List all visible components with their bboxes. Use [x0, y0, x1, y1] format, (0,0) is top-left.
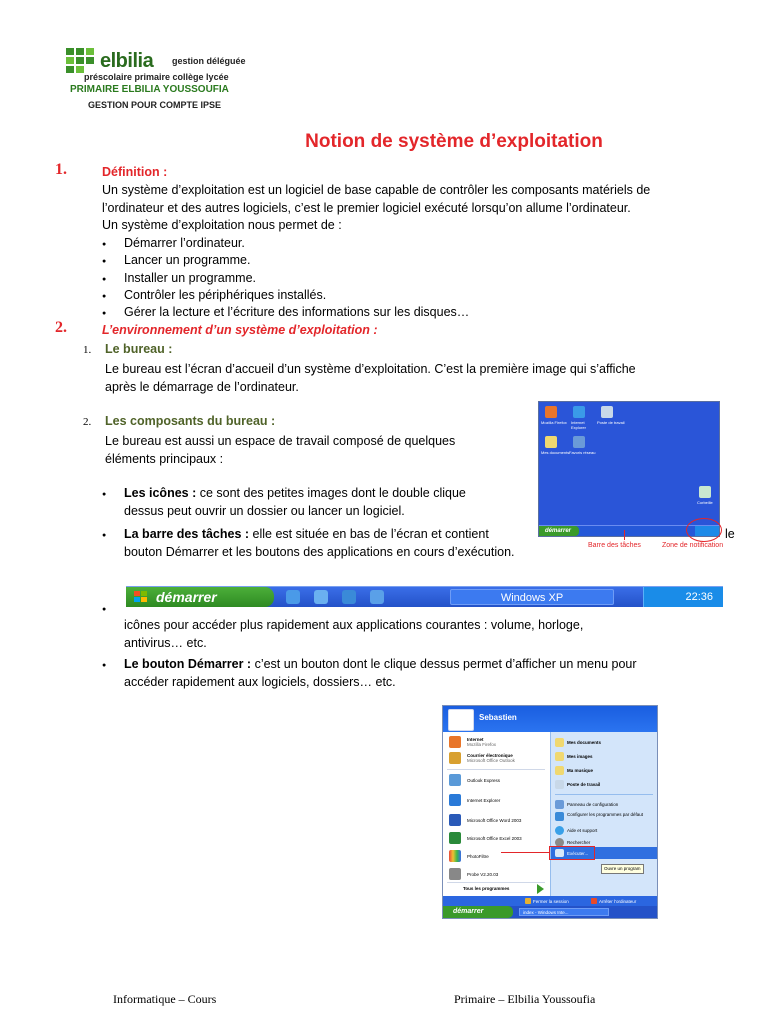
documents-folder-icon	[545, 436, 557, 448]
components-line-1: Le bureau est aussi un espace de travail composé de quelques	[105, 434, 456, 448]
start-menu-item: Configurer les programmes par défaut	[567, 812, 644, 817]
start-menu-username: Sebastien	[479, 713, 517, 722]
computer-icon	[601, 406, 613, 418]
taskbar-bullet-text: elle est située en bas de l’écran et contient	[249, 527, 489, 541]
internet-explorer-icon	[573, 406, 585, 418]
bullet-dot-icon: ●	[102, 606, 107, 613]
bullet-dot-icon: ●	[102, 491, 107, 498]
start-menu-item: Internet	[467, 737, 484, 742]
notification-highlight-circle	[686, 518, 722, 542]
internet-explorer-icon	[449, 794, 461, 806]
list-item: ● Contrôler les périphériques installés.	[102, 287, 702, 304]
annotation-notification-area: Zone de notification	[662, 542, 724, 549]
desktop-start-button: démarrer	[539, 526, 579, 536]
logo-tagline: gestion déléguée	[172, 56, 246, 66]
icons-bullet-term: Les icônes :	[124, 486, 197, 500]
divider	[555, 794, 653, 795]
excel-icon	[449, 832, 461, 844]
section-1-number: 1.	[55, 161, 67, 178]
subsection-1-number: 1.	[83, 344, 92, 356]
list-item: ● Installer un programme.	[102, 270, 702, 287]
taskbar-screenshot	[126, 586, 723, 607]
start-menu-header	[443, 706, 657, 732]
taskbar-start-label: démarrer	[156, 589, 217, 605]
desktop-screenshot	[538, 401, 720, 537]
mail-icon	[449, 752, 461, 764]
section-1-text	[102, 182, 742, 235]
section-1-heading: Définition :	[102, 165, 168, 179]
folder-icon	[555, 752, 564, 761]
start-menu-item: PhotoFiltre	[467, 854, 489, 859]
logoff-icon	[525, 898, 531, 904]
start-menu-left-pane	[443, 732, 550, 896]
start-menu-screenshot	[442, 705, 658, 919]
notification-bullet-line-2: icônes pour accéder plus rapidement aux applications courantes : volume, horloge,	[124, 618, 584, 632]
start-menu-item: Probe V2.20.03	[467, 872, 499, 877]
taskbar-window-button: Windows XP	[450, 589, 614, 605]
start-menu-item: Courrier électronique	[467, 753, 513, 758]
start-menu-item: Poste de travail	[567, 782, 601, 787]
computer-icon	[555, 780, 564, 789]
shutdown-icon	[591, 898, 597, 904]
divider	[447, 882, 545, 883]
start-bullet-term: Le bouton Démarrer :	[124, 657, 252, 671]
list-item: ● Démarrer l’ordinateur.	[102, 235, 702, 252]
firefox-icon	[449, 736, 461, 748]
start-menu-item: Microsoft Office Excel 2003	[467, 836, 522, 841]
start-menu-item: Microsoft Office Word 2003	[467, 818, 522, 823]
arrow-right-icon	[537, 884, 544, 894]
quick-launch-media-icon	[342, 590, 356, 604]
start-bullet-text: c’est un bouton dont le clique dessus permet d’afficher un menu pour	[251, 657, 637, 671]
section-1-bullet-list	[102, 235, 702, 321]
start-menu-task-button: index - Windows Inte...	[519, 908, 609, 916]
folder-icon	[555, 766, 564, 775]
start-menu-footer	[443, 896, 657, 906]
recycle-bin-icon	[699, 486, 711, 498]
start-menu-subitem: Microsoft Office Outlook	[467, 758, 515, 763]
run-highlight-box	[549, 846, 595, 860]
bullet-dot-icon: ●	[102, 532, 107, 539]
logo-levels: préscolaire primaire collège lycée	[84, 72, 229, 82]
footer-right: Primaire – Elbilia Youssoufia	[454, 992, 596, 1006]
probe-icon	[449, 868, 461, 880]
footer-left: Informatique – Cours	[113, 992, 217, 1006]
definition-line-2: l’ordinateur et des autres logiciels, c’est le premier logiciel exécuté lorsqu’on allume l’ordinateur.	[102, 200, 631, 215]
annotation-taskbar: Barre des tâches	[588, 542, 641, 549]
taskbar-start-button	[126, 587, 274, 607]
subsection-1-text	[105, 361, 735, 396]
photofiltre-icon	[449, 850, 461, 862]
section-2-number: 2.	[55, 319, 67, 336]
desktop-icon-label: Mozilla Firefox	[541, 420, 567, 425]
network-icon	[573, 436, 585, 448]
notification-bullet-line-3: antivirus… etc.	[124, 635, 207, 650]
logoff-button: Fermer la session	[533, 899, 569, 904]
start-menu-item-run: Exécuter...	[567, 851, 589, 856]
shutdown-button: Arrêter l’ordinateur	[599, 899, 637, 904]
outlook-express-icon	[449, 774, 461, 786]
components-line-2: éléments principaux :	[105, 451, 224, 466]
quick-launch-messenger-icon	[370, 590, 384, 604]
user-avatar-icon	[448, 709, 474, 731]
school-logo	[66, 46, 266, 116]
definition-intro: Un système d’exploitation nous permet de :	[102, 218, 342, 232]
section-2-heading: L’environnement d’un système d’exploitation :	[102, 323, 378, 337]
subsection-1-title: Le bureau :	[105, 342, 173, 356]
definition-line-1: Un système d’exploitation est un logiciel de base capable de contrôler les composants matériels de	[102, 183, 651, 197]
control-panel-icon	[555, 800, 564, 809]
quick-launch-browser-icon	[286, 590, 300, 604]
divider	[447, 769, 545, 770]
logo-name: elbilia	[100, 50, 154, 72]
taskbar-bullet-term: La barre des tâches :	[124, 527, 250, 541]
school-name: PRIMAIRE ELBILIA YOUSSOUFIA	[70, 84, 229, 95]
start-menu-start-button: démarrer	[443, 906, 513, 918]
list-item: ● Gérer la lecture et l’écriture des informations sur les disques…	[102, 304, 702, 321]
windows-flag-icon	[134, 591, 148, 603]
icons-bullet-line-2: dessus peut ouvrir un dossier ou lancer un logiciel.	[124, 503, 405, 518]
folder-icon	[555, 738, 564, 747]
icons-bullet	[102, 485, 522, 520]
desktop-icon-label: Mes documents	[541, 450, 570, 455]
bureau-line-1: Le bureau est l’écran d’accueil d’un système d’exploitation. C’est la première image qui s’affiche	[105, 362, 636, 376]
annotation-arrow	[501, 852, 549, 853]
quick-launch-desktop-icon	[314, 590, 328, 604]
list-item: ● Lancer un programme.	[102, 252, 702, 269]
start-menu-item: Mes documents	[567, 740, 602, 745]
start-menu-item: Ma musique	[567, 768, 594, 773]
start-menu-item: Panneau de configuration	[567, 802, 619, 807]
start-bullet-line-2: accéder rapidement aux logiciels, dossiers… etc.	[124, 674, 396, 689]
taskbar-bullet-line-2: bouton Démarrer et les boutons des applications en cours d’exécution.	[124, 544, 515, 559]
page-title: Notion de système d’exploitation	[305, 131, 603, 152]
annotation-arrow	[624, 530, 625, 540]
desktop-icon-label: Corbeille	[697, 500, 713, 505]
word-icon	[449, 814, 461, 826]
icons-bullet-text: ce sont des petites images dont le double clique	[196, 486, 466, 500]
help-icon	[555, 826, 564, 835]
subsection-2-title: Les composants du bureau :	[105, 414, 276, 428]
all-programs-link: Tous les programmes	[463, 886, 510, 891]
start-menu-item: Aide et support	[567, 828, 598, 833]
subsection-2-text	[105, 433, 525, 468]
bullet-dot-icon: ●	[102, 662, 107, 669]
desktop-icon-label: Internet Explorer	[571, 420, 586, 430]
start-menu-item: Internet Explorer	[467, 798, 501, 803]
start-button-bullet	[102, 656, 742, 691]
notification-bullet	[102, 600, 742, 652]
start-menu-subitem: Mozilla Firefox	[467, 742, 497, 747]
bureau-line-2: après le démarrage de l’ordinateur.	[105, 379, 299, 394]
desktop-icon-label: Favoris réseau	[569, 450, 596, 455]
taskbar-bullet-trailing: le	[725, 527, 735, 541]
start-menu-item: Mes images	[567, 754, 593, 759]
start-menu-item: Outlook Express	[467, 778, 501, 783]
taskbar-clock: 22:36	[643, 587, 723, 607]
management-line: GESTION POUR COMPTE IPSE	[88, 100, 222, 110]
run-tooltip: Ouvre un program	[601, 864, 644, 874]
firefox-icon	[545, 406, 557, 418]
desktop-icon-label: Poste de travail	[597, 420, 625, 425]
start-menu-item: Rechercher	[567, 840, 591, 845]
subsection-2-number: 2.	[83, 416, 92, 428]
default-programs-icon	[555, 812, 564, 821]
logo-squares-icon	[66, 48, 96, 74]
